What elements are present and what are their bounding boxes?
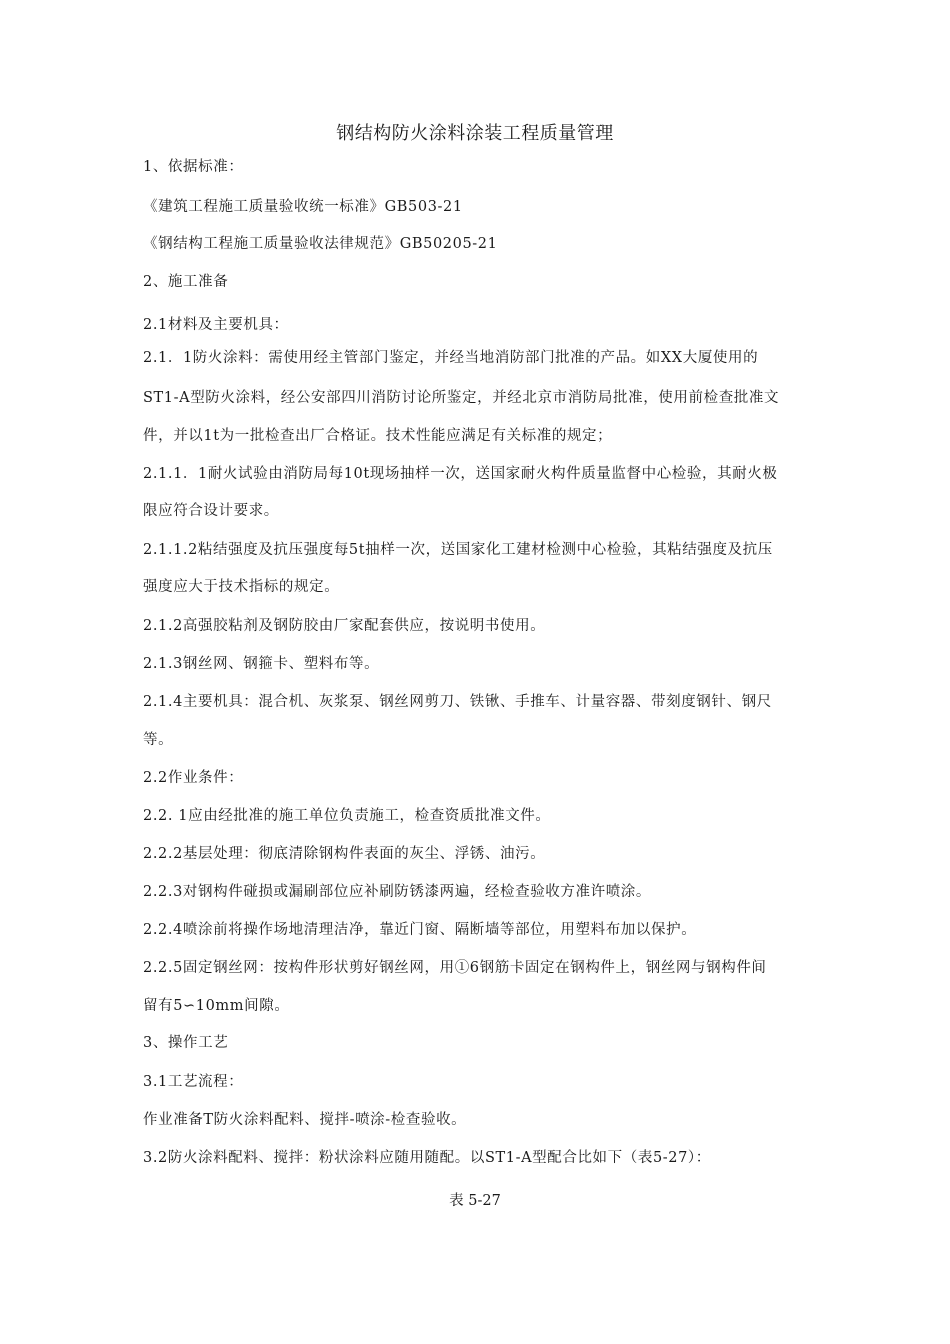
subsection-heading: 3.1工艺流程： (143, 1074, 244, 1090)
paragraph-line: 限应符合设计要求。 (143, 503, 279, 519)
paragraph-line: 留有5∽10mm间隙。 (143, 998, 290, 1014)
paragraph-line: 2.2.4喷涂前将操作场地清理洁净，靠近门窗、隔断墙等部位，用塑料布加以保护。 (143, 922, 697, 938)
paragraph-line: 2.1.4主要机具：混合机、灰浆泵、钢丝网剪刀、铁锹、手推车、计量容器、带刻度钢针、钢尺 (143, 694, 772, 710)
paragraph-line: 件，并以1t为一批检查出厂合格证。技术性能应满足有关标准的规定； (143, 428, 613, 444)
paragraph-line: ST1-A型防火涂料，经公安部四川消防讨论所鉴定，并经北京市消防局批准，使用前检查批准文 (143, 390, 780, 406)
section-heading: 2、施工准备 (143, 274, 229, 290)
paragraph-line: 2.1.2高强胶粘剂及钢防胶由厂家配套供应，按说明书使用。 (143, 618, 546, 634)
paragraph-line: 2.1.1.2粘结强度及抗压强度每5t抽样一次，送国家化工建材检测中心检验，其粘结强度及抗压 (143, 542, 773, 558)
table-caption: 表 5-27 (449, 1193, 501, 1209)
paragraph-line: 2.1.3钢丝网、钢箍卡、塑料布等。 (143, 656, 380, 672)
standard-reference: 《钢结构工程施工质量验收法律规范》GB50205-21 (143, 236, 498, 252)
section-heading: 1、依据标准： (143, 159, 244, 175)
standard-reference: 《建筑工程施工质量验收统一标准》GB503-21 (143, 199, 463, 215)
paragraph-line: 作业准备T防火涂料配料、搅拌-喷涂-检查验收。 (143, 1112, 467, 1128)
section-heading: 3、操作工艺 (143, 1035, 229, 1051)
paragraph-line: 2.2. 1应由经批准的施工单位负责施工，检查资质批准文件。 (143, 808, 551, 824)
paragraph-line: 等。 (143, 732, 174, 748)
document-title: 钢结构防火涂料涂装工程质量管理 (336, 123, 614, 144)
paragraph-line: 2.1.1．1耐火试验由消防局每10t现场抽样一次，送国家耐火构件质量监督中心检验，其耐火极 (143, 466, 778, 482)
paragraph-line: 2.2.2基层处理：彻底清除钢构件表面的灰尘、浮锈、油污。 (143, 846, 546, 862)
paragraph-line: 强度应大于技术指标的规定。 (143, 579, 340, 595)
subsection-heading: 2.1材料及主要机具： (143, 317, 289, 333)
paragraph-line: 2.2.5固定钢丝网：按构件形状剪好钢丝网，用①6钢筋卡固定在钢构件上，钢丝网与钢构件间 (143, 960, 767, 976)
paragraph-line: 2.2.3对钢构件碰损或漏刷部位应补刷防锈漆两遍，经检查验收方准许喷涂。 (143, 884, 651, 900)
subsection-heading: 2.2作业条件： (143, 770, 244, 786)
paragraph-line: 2.1．1防火涂料：需使用经主管部门鉴定，并经当地消防部门批准的产品。如XX大厦使用的 (143, 350, 759, 366)
paragraph-line: 3.2防火涂料配料、搅拌：粉状涂料应随用随配。以ST1-A型配合比如下（表5-27）： (143, 1150, 711, 1166)
